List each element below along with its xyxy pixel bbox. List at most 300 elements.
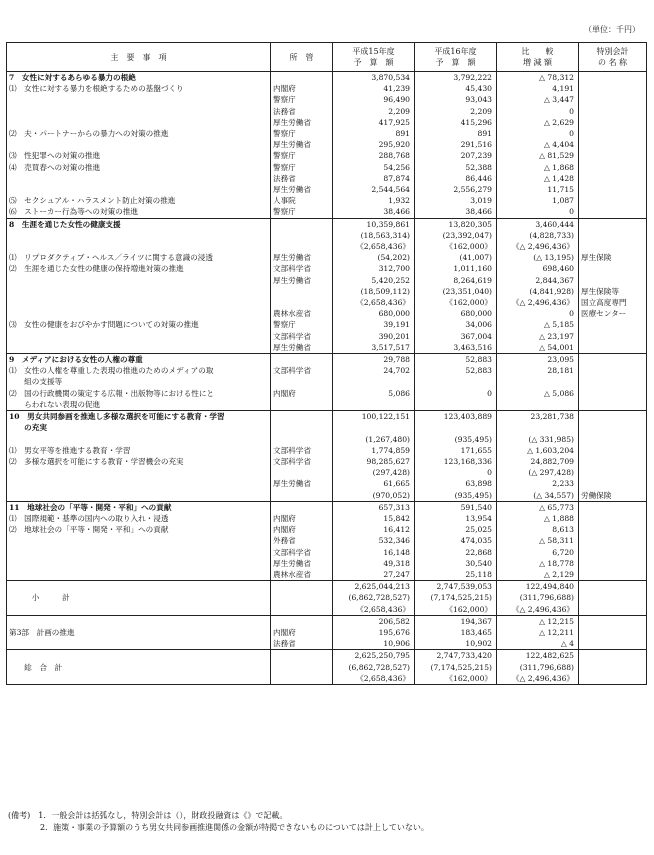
special-account-cell: [579, 139, 647, 150]
fy15-cell: 27,247: [333, 569, 415, 581]
ministry-cell: [271, 592, 333, 603]
special-account-cell: [579, 354, 647, 366]
table-row: [7, 206, 647, 218]
item-cell: 小 計: [7, 592, 271, 603]
table-row: [7, 467, 647, 478]
table-row: [7, 83, 647, 94]
item-cell: ⑶ 女性の健康をおびやかす問題についての対策の推進: [7, 319, 271, 330]
diff-cell: 《△ 2,496,436》: [497, 241, 579, 252]
ministry-cell: 警察庁: [271, 162, 333, 173]
table-row: [7, 650, 647, 662]
fy16-cell: 367,004: [415, 331, 497, 342]
fy16-cell: (41,007): [415, 252, 497, 263]
diff-cell: △ 4: [497, 638, 579, 650]
diff-cell: [497, 422, 579, 433]
special-account-cell: [579, 342, 647, 354]
diff-cell: (4,828,733): [497, 230, 579, 241]
ministry-cell: [271, 467, 333, 478]
fy16-cell: 86,446: [415, 173, 497, 184]
fy16-cell: 63,898: [415, 478, 497, 489]
diff-cell: 122,494,840: [497, 581, 579, 593]
ministry-cell: [271, 218, 333, 230]
special-account-cell: [579, 399, 647, 411]
item-cell: [7, 184, 271, 195]
fy16-cell: [415, 422, 497, 433]
item-cell: ⑴ 国際規範・基準の国内への取り入れ・浸透: [7, 513, 271, 524]
fy16-cell: 25,118: [415, 569, 497, 581]
fy16-cell: 45,430: [415, 83, 497, 94]
table-row: [7, 388, 647, 399]
item-cell: ⑵ 夫・パートナーからの暴力への対策の推進: [7, 128, 271, 139]
fy16-cell: 3,463,516: [415, 342, 497, 354]
item-cell: [7, 139, 271, 150]
fy15-cell: 680,000: [333, 308, 415, 319]
special-account-cell: [579, 434, 647, 445]
ministry-cell: 文部科学省: [271, 547, 333, 558]
table-row: [7, 535, 647, 546]
table-row: [7, 297, 647, 308]
item-cell: [7, 117, 271, 128]
table-row: [7, 286, 647, 297]
table-row: [7, 162, 647, 173]
ministry-cell: 農林水産省: [271, 569, 333, 581]
special-account-cell: [579, 117, 647, 128]
table-row: [7, 331, 647, 342]
diff-cell: △ 1,603,204: [497, 445, 579, 456]
special-account-cell: [579, 331, 647, 342]
diff-cell: [497, 376, 579, 387]
ministry-cell: [271, 662, 333, 673]
item-cell: ⑸ セクシュアル・ハラスメント防止対策の推進: [7, 195, 271, 206]
table-row: [7, 615, 647, 627]
ministry-cell: 内閣府: [271, 627, 333, 638]
fy16-cell: 2,747,733,420: [415, 650, 497, 662]
special-account-cell: [579, 128, 647, 139]
ministry-cell: 内閣府: [271, 524, 333, 535]
diff-cell: 《△ 2,496,436》: [497, 604, 579, 616]
special-account-cell: [579, 195, 647, 206]
item-cell: [7, 569, 271, 581]
fy16-cell: 13,954: [415, 513, 497, 524]
ministry-cell: [271, 376, 333, 387]
diff-cell: △ 81,529: [497, 150, 579, 161]
fy16-cell: 591,540: [415, 501, 497, 513]
item-cell: [7, 638, 271, 650]
item-cell: ⑴ 女性に対する暴力を根絶するための基盤づくり: [7, 83, 271, 94]
diff-cell: (4,841,928): [497, 286, 579, 297]
item-cell: [7, 467, 271, 478]
table-row: [7, 275, 647, 286]
diff-cell: △ 12,215: [497, 615, 579, 627]
fy16-cell: (23,351,040): [415, 286, 497, 297]
table-row: [7, 569, 647, 581]
item-cell: [7, 490, 271, 502]
fy16-cell: (935,495): [415, 434, 497, 445]
fy16-cell: 30,540: [415, 558, 497, 569]
fy16-cell: 《162,000》: [415, 673, 497, 685]
fy16-cell: 25,025: [415, 524, 497, 535]
fy15-cell: 《2,658,436》: [333, 297, 415, 308]
ministry-cell: 外務省: [271, 535, 333, 546]
fy15-cell: 532,346: [333, 535, 415, 546]
table-row: [7, 230, 647, 241]
table-row: [7, 139, 647, 150]
fy15-cell: 29,788: [333, 354, 415, 366]
fy15-cell: 2,625,044,213: [333, 581, 415, 593]
note-1: (備考) 1．一般会計は括弧なし，特別会計は（），財政投融資は《》で記載。: [8, 811, 288, 820]
ministry-cell: [271, 354, 333, 366]
table-row: [7, 456, 647, 467]
ministry-cell: [271, 673, 333, 685]
special-account-cell: [579, 106, 647, 117]
fy16-cell: 171,655: [415, 445, 497, 456]
fy15-cell: 54,256: [333, 162, 415, 173]
fy15-cell: 295,920: [333, 139, 415, 150]
fy15-cell: 1,932: [333, 195, 415, 206]
fy16-cell: 194,367: [415, 615, 497, 627]
fy15-cell: 98,285,627: [333, 456, 415, 467]
special-account-cell: [579, 319, 647, 330]
fy15-cell: 100,122,151: [333, 411, 415, 423]
table-row: [7, 128, 647, 139]
special-account-cell: [579, 524, 647, 535]
special-account-cell: [579, 150, 647, 161]
table-row: [7, 150, 647, 161]
item-cell: [7, 230, 271, 241]
diff-cell: 6,720: [497, 547, 579, 558]
diff-cell: 23,095: [497, 354, 579, 366]
item-cell: ⑴ 女性の人権を尊重した表現の推進のためのメディアの取: [7, 365, 271, 376]
notes: [8, 810, 429, 834]
ministry-cell: 内閣府: [271, 513, 333, 524]
fy16-cell: 2,556,279: [415, 184, 497, 195]
fy16-cell: 34,006: [415, 319, 497, 330]
fy16-cell: 3,792,222: [415, 72, 497, 84]
item-cell: [7, 581, 271, 593]
fy15-cell: 39,191: [333, 319, 415, 330]
table-row: [7, 72, 647, 84]
table-row: [7, 638, 647, 650]
fy15-cell: 195,676: [333, 627, 415, 638]
special-account-cell: [579, 206, 647, 218]
ministry-cell: [271, 411, 333, 423]
special-account-cell: [579, 615, 647, 627]
ministry-cell: 厚生労働省: [271, 478, 333, 489]
header-diff: 比 較 増 減 額: [497, 43, 579, 72]
diff-cell: △ 58,311: [497, 535, 579, 546]
fy16-cell: 1,011,160: [415, 263, 497, 274]
budget-table: [6, 42, 647, 685]
fy15-cell: 206,582: [333, 615, 415, 627]
header-special: 特別会計 の 名 称: [579, 43, 647, 72]
header-item: 主 要 事 項: [7, 43, 271, 72]
fy15-cell: 3,870,534: [333, 72, 415, 84]
table-row: [7, 524, 647, 535]
ministry-cell: 厚生労働省: [271, 184, 333, 195]
special-account-cell: [579, 662, 647, 673]
fy16-cell: (23,392,047): [415, 230, 497, 241]
special-account-cell: [579, 376, 647, 387]
diff-cell: 698,460: [497, 263, 579, 274]
special-account-cell: [579, 422, 647, 433]
fy15-cell: 96,490: [333, 94, 415, 105]
fy15-cell: [333, 422, 415, 433]
table-row: [7, 490, 647, 502]
table-row: [7, 627, 647, 638]
special-account-cell: [579, 445, 647, 456]
ministry-cell: 文部科学省: [271, 445, 333, 456]
fy15-cell: 417,925: [333, 117, 415, 128]
ministry-cell: 警察庁: [271, 150, 333, 161]
special-account-cell: [579, 241, 647, 252]
fy15-cell: 《2,658,436》: [333, 241, 415, 252]
special-account-cell: [579, 547, 647, 558]
special-account-cell: [579, 569, 647, 581]
item-cell: [7, 558, 271, 569]
item-cell: ⑷ 売買春への対策の推進: [7, 162, 271, 173]
table-row: [7, 241, 647, 252]
special-account-cell: [579, 650, 647, 662]
special-account-cell: [579, 388, 647, 399]
diff-cell: △ 12,211: [497, 627, 579, 638]
item-cell: [7, 94, 271, 105]
diff-cell: 0: [497, 206, 579, 218]
table-row: [7, 662, 647, 673]
table-row: [7, 342, 647, 354]
fy15-cell: 2,209: [333, 106, 415, 117]
fy16-cell: 0: [415, 467, 497, 478]
item-cell: [7, 547, 271, 558]
fy15-cell: 312,700: [333, 263, 415, 274]
item-cell: 7 女性に対するあらゆる暴力の根絶: [7, 72, 271, 84]
fy16-cell: 183,465: [415, 627, 497, 638]
diff-cell: (311,796,688): [497, 592, 579, 603]
fy15-cell: 49,318: [333, 558, 415, 569]
item-cell: ⑵ 地球社会の「平等・開発・平和」への貢献: [7, 524, 271, 535]
diff-cell: △ 3,447: [497, 94, 579, 105]
fy16-cell: 3,019: [415, 195, 497, 206]
item-cell: [7, 673, 271, 685]
ministry-cell: [271, 650, 333, 662]
special-account-cell: [579, 581, 647, 593]
diff-cell: 4,191: [497, 83, 579, 94]
diff-cell: △ 5,185: [497, 319, 579, 330]
ministry-cell: 文部科学省: [271, 263, 333, 274]
special-account-cell: [579, 638, 647, 650]
ministry-cell: [271, 501, 333, 513]
item-cell: 8 生涯を通じた女性の健康支援: [7, 218, 271, 230]
fy16-cell: 474,035: [415, 535, 497, 546]
item-cell: [7, 275, 271, 286]
table-row: [7, 218, 647, 230]
table-row: [7, 558, 647, 569]
table-row: [7, 592, 647, 603]
special-account-cell: [579, 673, 647, 685]
diff-cell: 28,181: [497, 365, 579, 376]
item-cell: [7, 106, 271, 117]
diff-cell: △ 65,773: [497, 501, 579, 513]
fy15-cell: [333, 399, 415, 411]
fy16-cell: [415, 376, 497, 387]
special-account-cell: [579, 604, 647, 616]
diff-cell: △ 4,404: [497, 139, 579, 150]
diff-cell: △ 1,428: [497, 173, 579, 184]
table-row: [7, 117, 647, 128]
ministry-cell: [271, 422, 333, 433]
fy16-cell: 2,209: [415, 106, 497, 117]
fy15-cell: 24,702: [333, 365, 415, 376]
diff-cell: △ 23,197: [497, 331, 579, 342]
fy16-cell: 22,868: [415, 547, 497, 558]
ministry-cell: 文部科学省: [271, 331, 333, 342]
fy16-cell: 207,239: [415, 150, 497, 161]
table-row: [7, 365, 647, 376]
fy15-cell: 41,239: [333, 83, 415, 94]
ministry-cell: 農林水産省: [271, 308, 333, 319]
special-account-cell: [579, 513, 647, 524]
table-row: [7, 263, 647, 274]
fy16-cell: 《162,000》: [415, 297, 497, 308]
ministry-cell: 厚生労働省: [271, 558, 333, 569]
ministry-cell: 文部科学省: [271, 365, 333, 376]
fy15-cell: (297,428): [333, 467, 415, 478]
special-account-cell: 労働保険: [579, 490, 647, 502]
special-account-cell: [579, 501, 647, 513]
item-cell: 第3部 計画の推進: [7, 627, 271, 638]
ministry-cell: 厚生労働省: [271, 342, 333, 354]
table-row: [7, 354, 647, 366]
fy16-cell: 52,883: [415, 365, 497, 376]
ministry-cell: 内閣府: [271, 388, 333, 399]
item-cell: らわれない表現の促進: [7, 399, 271, 411]
item-cell: ⑶ 性犯罪への対策の推進: [7, 150, 271, 161]
item-cell: [7, 478, 271, 489]
diff-cell: 3,460,444: [497, 218, 579, 230]
special-account-cell: 厚生保険等: [579, 286, 647, 297]
fy15-cell: 《2,658,436》: [333, 673, 415, 685]
diff-cell: △ 2,629: [497, 117, 579, 128]
diff-cell: 《△ 2,496,436》: [497, 673, 579, 685]
diff-cell: (△ 34,557): [497, 490, 579, 502]
fy16-cell: 291,516: [415, 139, 497, 150]
fy16-cell: 52,388: [415, 162, 497, 173]
fy15-cell: 5,086: [333, 388, 415, 399]
special-account-cell: 国立高度専門: [579, 297, 647, 308]
item-cell: [7, 286, 271, 297]
special-account-cell: [579, 275, 647, 286]
diff-cell: 24,882,709: [497, 456, 579, 467]
item-cell: ⑵ 多様な選択を可能にする教育・学習機会の充実: [7, 456, 271, 467]
fy16-cell: (935,495): [415, 490, 497, 502]
special-account-cell: [579, 456, 647, 467]
fy16-cell: 10,902: [415, 638, 497, 650]
note-2: 2．施策・事業の予算額のうち男女共同参画推進関係の金額が特掲できないものについては計上していない。: [8, 823, 429, 832]
item-cell: [7, 650, 271, 662]
ministry-cell: 厚生労働省: [271, 252, 333, 263]
diff-cell: 0: [497, 308, 579, 319]
fy16-cell: 123,403,889: [415, 411, 497, 423]
ministry-cell: [271, 604, 333, 616]
diff-cell: (△ 297,428): [497, 467, 579, 478]
special-account-cell: [579, 218, 647, 230]
table-row: [7, 399, 647, 411]
fy16-cell: 13,820,305: [415, 218, 497, 230]
diff-cell: 《△ 2,496,436》: [497, 297, 579, 308]
fy16-cell: 2,747,539,053: [415, 581, 497, 593]
header-ministry: 所 管: [271, 43, 333, 72]
fy16-cell: 123,168,336: [415, 456, 497, 467]
diff-cell: 2,844,367: [497, 275, 579, 286]
diff-cell: 1,087: [497, 195, 579, 206]
ministry-cell: 法務省: [271, 638, 333, 650]
fy15-cell: (1,267,480): [333, 434, 415, 445]
fy16-cell: 891: [415, 128, 497, 139]
fy15-cell: 10,359,861: [333, 218, 415, 230]
ministry-cell: 警察庁: [271, 206, 333, 218]
fy16-cell: 38,466: [415, 206, 497, 218]
ministry-cell: [271, 72, 333, 84]
table-row: [7, 184, 647, 195]
diff-cell: △ 5,086: [497, 388, 579, 399]
ministry-cell: [271, 286, 333, 297]
item-cell: [7, 615, 271, 627]
ministry-cell: [271, 581, 333, 593]
diff-cell: 11,715: [497, 184, 579, 195]
ministry-cell: 警察庁: [271, 94, 333, 105]
item-cell: の充実: [7, 422, 271, 433]
fy15-cell: 2,625,250,795: [333, 650, 415, 662]
special-account-cell: [579, 83, 647, 94]
table-row: [7, 173, 647, 184]
ministry-cell: 法務省: [271, 106, 333, 117]
diff-cell: △ 18,778: [497, 558, 579, 569]
table-row: [7, 501, 647, 513]
diff-cell: (311,796,688): [497, 662, 579, 673]
ministry-cell: [271, 297, 333, 308]
special-account-cell: [579, 467, 647, 478]
fy15-cell: [333, 376, 415, 387]
special-account-cell: [579, 72, 647, 84]
fy16-cell: (7,174,525,215): [415, 592, 497, 603]
ministry-cell: 厚生労働省: [271, 275, 333, 286]
fy15-cell: (54,202): [333, 252, 415, 263]
ministry-cell: [271, 399, 333, 411]
special-account-cell: [579, 94, 647, 105]
special-account-cell: [579, 263, 647, 274]
table-row: [7, 319, 647, 330]
fy15-cell: 288,768: [333, 150, 415, 161]
fy16-cell: (7,174,525,215): [415, 662, 497, 673]
fy15-cell: 2,544,564: [333, 184, 415, 195]
special-account-cell: [579, 184, 647, 195]
fy15-cell: 87,874: [333, 173, 415, 184]
fy15-cell: 16,412: [333, 524, 415, 535]
fy15-cell: 3,517,517: [333, 342, 415, 354]
header-fy16: 平成16年度 予 算 額: [415, 43, 497, 72]
table-row: [7, 94, 647, 105]
table-row: [7, 411, 647, 423]
special-account-cell: [579, 558, 647, 569]
special-account-cell: [579, 411, 647, 423]
table-row: [7, 308, 647, 319]
special-account-cell: [579, 592, 647, 603]
table-row: [7, 252, 647, 263]
diff-cell: 8,613: [497, 524, 579, 535]
fy16-cell: 680,000: [415, 308, 497, 319]
item-cell: 11 地球社会の「平等・開発・平和」への貢献: [7, 501, 271, 513]
fy15-cell: 891: [333, 128, 415, 139]
table-row: [7, 422, 647, 433]
